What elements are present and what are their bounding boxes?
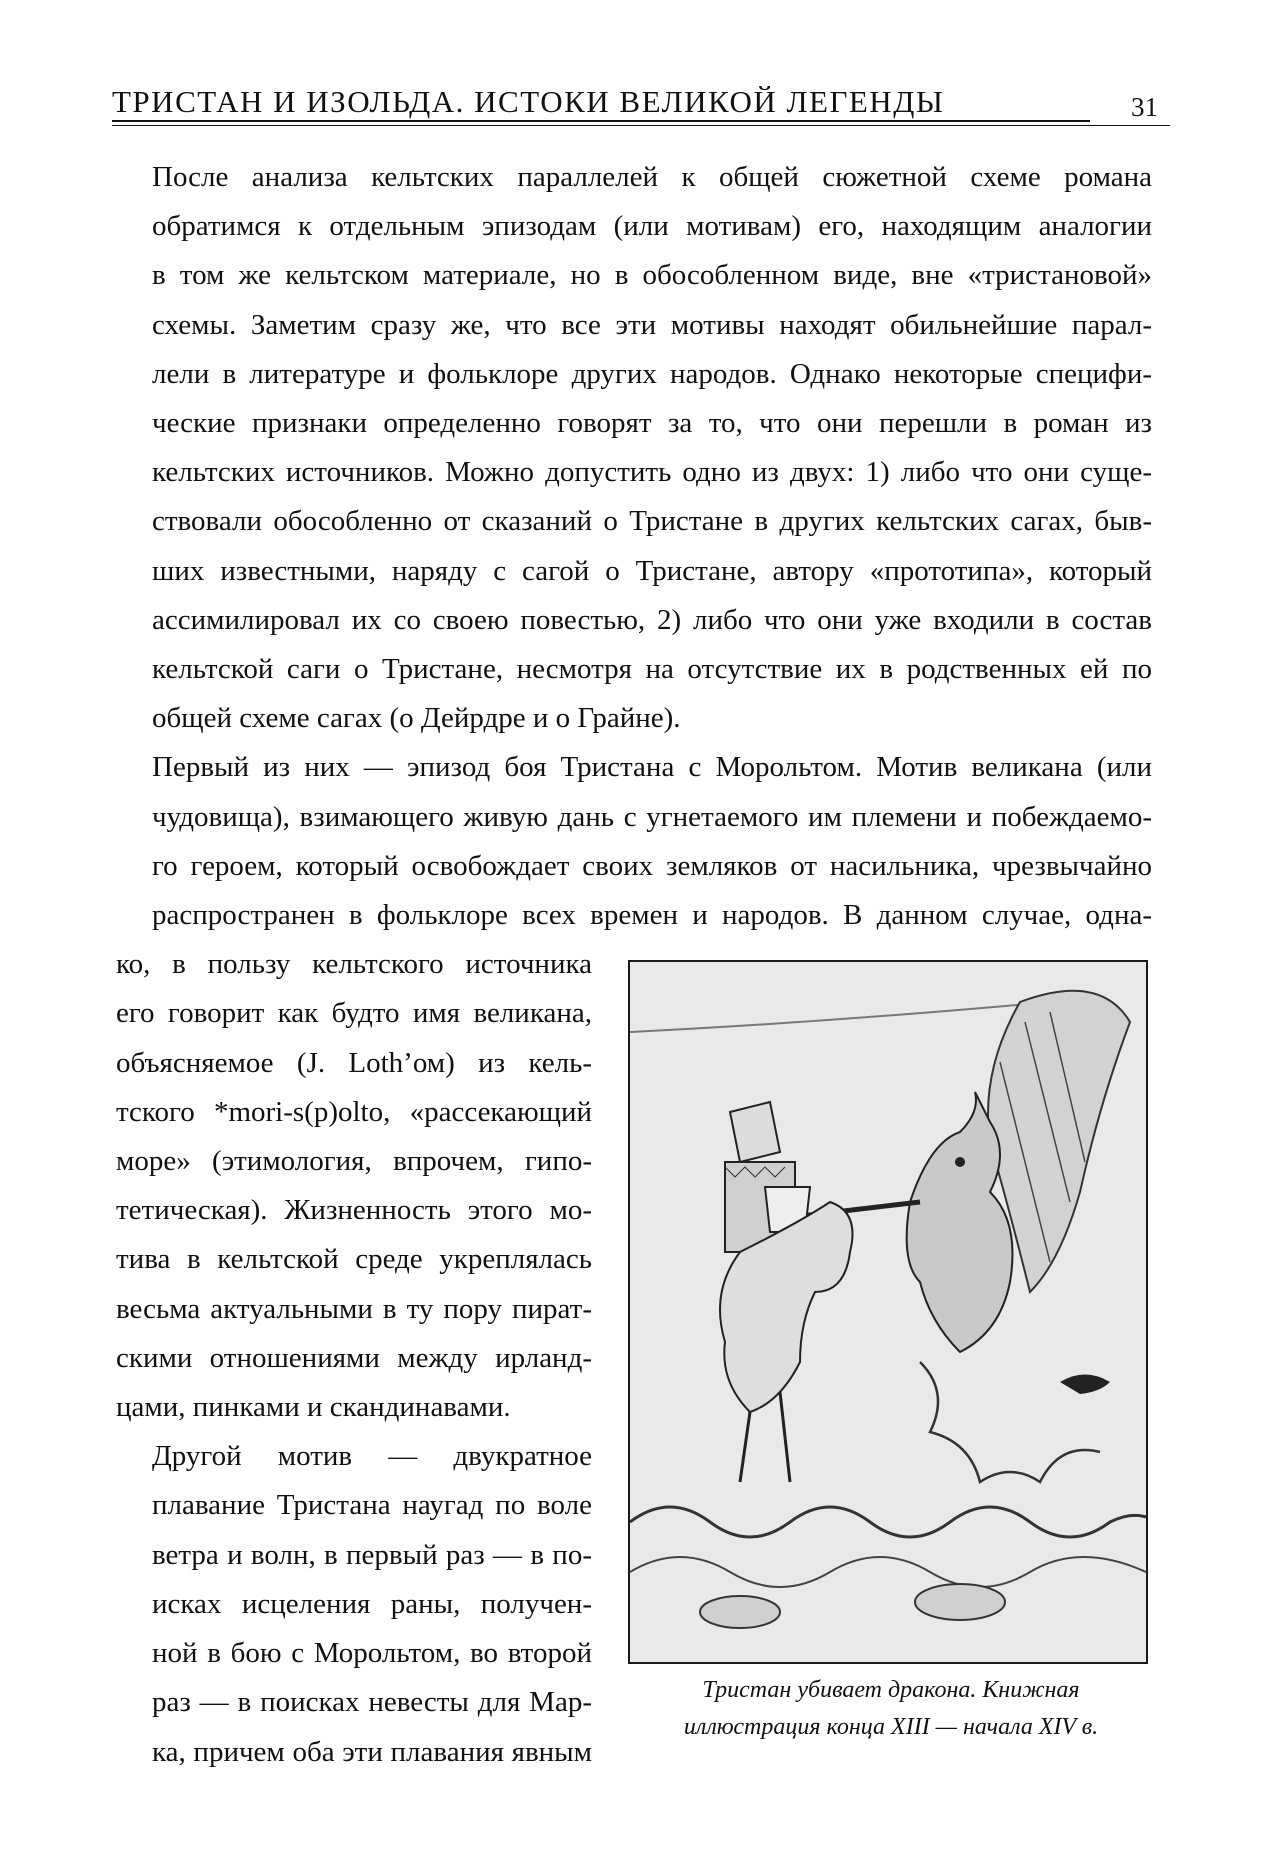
header-rule-thin: [112, 125, 1170, 126]
running-header: [112, 78, 1170, 128]
manuscript-illustration: [628, 960, 1148, 1664]
text-line: скими отношениями между ирланд-: [116, 1341, 592, 1374]
text-line: ной в бою с Морольтом, во второй: [152, 1637, 592, 1670]
text-line: ка, причем оба эти плавания явным: [152, 1735, 592, 1768]
narrow-column: [116, 940, 592, 1776]
text-line: в том же кельтском материале, но в обособленном виде, вне «тристановой»: [152, 259, 1152, 292]
paragraph-3: [116, 1432, 592, 1776]
text-line: кельтской саги о Тристане, несмотря на отсутствие их в родственных ей по: [152, 653, 1152, 686]
text-line: ассимилировал их со своею повестью, 2) либо что они уже входили в состав: [152, 603, 1152, 636]
page-number: 31: [1131, 92, 1158, 122]
text-line: ко, в пользу кельтского источника: [116, 948, 592, 981]
text-line: схемы. Заметим сразу же, что все эти мотивы находят обильнейшие парал-: [152, 308, 1152, 341]
text-line: плавание Тристана наугад по воле: [152, 1489, 592, 1522]
text-line: ветра и волн, в первый раз — в по-: [152, 1538, 592, 1571]
text-line: кельтских источников. Можно допустить одно из двух: 1) либо что они суще-: [152, 456, 1152, 489]
running-title: ТРИСТАН И ИЗОЛЬДА. ИСТОКИ ВЕЛИКОЙ ЛЕГЕНДЫ: [112, 84, 945, 119]
text-line: чудовища), взимающего живую дань с угнетаемого им племени и побеждаемо-: [152, 800, 1152, 833]
text-line: весьма актуальными в ту пору пират-: [116, 1292, 592, 1325]
text-line: море» (этимология, впрочем, гипо-: [116, 1145, 592, 1178]
text-line: объясняемое (J. Loth’ом) из кель-: [116, 1046, 592, 1079]
figure-caption: [628, 1672, 1154, 1746]
text-line: Первый из них — эпизод боя Тристана с Морольтом. Мотив великана (или: [152, 751, 1152, 784]
text-line: раз — в поисках невесты для Мар-: [152, 1686, 592, 1719]
text-line: Другой мотив — двукратное: [152, 1440, 592, 1473]
text-line: ческие признаки определенно говорят за то, что они перешли в роман из: [152, 407, 1152, 440]
text-line: обратимся к отдельным эпизодам (или мотивам) его, находящим аналогии: [152, 210, 1152, 243]
text-line: го героем, который освобождает своих земляков от насильника, чрезвычайно: [152, 849, 1152, 882]
paragraph-2: [116, 743, 1152, 940]
text-line: После анализа кельтских параллелей к общей сюжетной схеме романа: [152, 161, 1152, 193]
figure: [628, 960, 1154, 1746]
paragraph-1: [116, 153, 1152, 743]
caption-line: иллюстрация конца XIII — начала XIV в.: [683, 1714, 1099, 1740]
text-line: исках исцеления раны, получен-: [152, 1587, 592, 1620]
tristan-dragon-drawing: [630, 962, 1146, 1662]
text-line: цами, пинками и скандинавами.: [116, 1391, 511, 1424]
text-line: лели в литературе и фольклоре других народов. Однако некоторые специфи-: [152, 357, 1152, 390]
text-line: ших известными, наряду с сагой о Тристане, автору «прототипа», который: [152, 554, 1152, 587]
text-line: ствовали обособленно от сказаний о Тристане в других кельтских сагах, быв-: [152, 505, 1152, 538]
header-rule: [112, 120, 1090, 122]
text-line: тетическая). Жизненность этого мо-: [116, 1194, 592, 1227]
text-line: общей схеме сагах (о Дейрдре и о Грайне).: [152, 702, 681, 735]
text-line: тива в кельтской среде укреплялась: [116, 1243, 592, 1276]
caption-line: Тристан убивает дракона. Книжная: [702, 1677, 1080, 1703]
text-line: распространен в фольклоре всех времен и народов. В данном случае, одна-: [152, 899, 1152, 932]
text-line: тского *mori-s(p)olto, «рассекающий: [116, 1095, 592, 1128]
text-line: его говорит как будто имя великана,: [116, 997, 592, 1030]
